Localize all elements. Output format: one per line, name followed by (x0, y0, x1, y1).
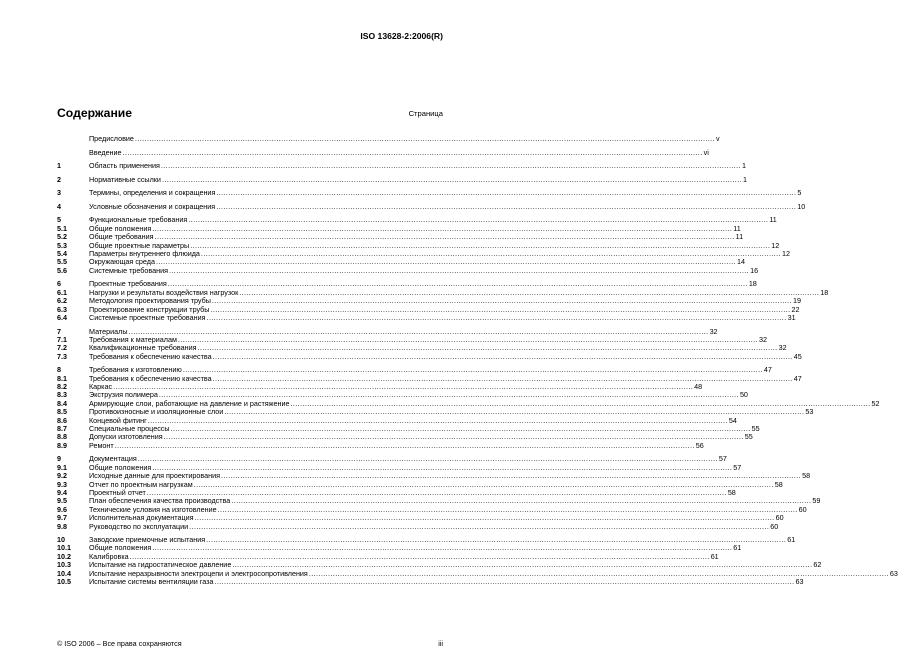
document-id: ISO 13628-2:2006(R) (360, 31, 443, 41)
dot-leader (161, 162, 741, 170)
toc-entry-page: 55 (744, 432, 753, 442)
toc-entry-number: 9.3 (57, 479, 67, 489)
toc-entry-number: 5.6 (57, 265, 67, 275)
toc-entry-title: Каркас (89, 382, 113, 392)
toc-entry-number: 6 (57, 279, 61, 289)
toc-entry-page: 14 (737, 257, 746, 267)
toc-entry-title: Общие проектные параметры (89, 240, 190, 250)
toc-entry[interactable] (57, 351, 802, 361)
toc-entry-title: Проектные требования (89, 279, 167, 289)
toc-entry-number: 8.3 (57, 390, 67, 400)
toc-entry-page: 1 (743, 174, 747, 184)
toc-entry-page: 22 (791, 304, 800, 314)
toc-entry-number: 9 (57, 454, 61, 464)
table-of-contents (57, 134, 898, 587)
toc-entry[interactable] (57, 147, 709, 157)
toc-entry[interactable] (57, 134, 720, 143)
toc-entry-page: 60 (770, 521, 779, 531)
toc-entry-number: 1 (57, 161, 61, 171)
toc-entry-page: 50 (739, 390, 748, 400)
toc-entry-title: Испытание неразрывности электроцепи и электросопротивления (89, 568, 308, 578)
toc-entry-number: 4 (57, 201, 61, 211)
toc-entry[interactable] (57, 521, 779, 531)
dot-leader (115, 442, 695, 450)
toc-entry-title: Общие требования (89, 232, 154, 242)
dot-leader (135, 135, 715, 143)
dot-leader (169, 267, 749, 275)
toc-entry-page: 32 (758, 334, 767, 344)
toc-entry-page: 47 (793, 373, 802, 383)
toc-entry-number: 10.4 (57, 568, 71, 578)
toc-entry-title: Исполнительная документация (89, 513, 194, 523)
toc-entry-page: 32 (709, 326, 718, 336)
toc-entry-number: 3 (57, 188, 61, 198)
toc-entry-title: Ремонт (89, 440, 114, 450)
toc-entry-number: 8.6 (57, 415, 67, 425)
toc-entry-title: Общие положения (89, 223, 152, 233)
toc-entry-title: Нагрузки и результаты воздействия нагрузок (89, 287, 239, 297)
toc-entry-page: 47 (763, 365, 772, 375)
toc-entry-title: Условные обозначения и сокращения (89, 201, 216, 211)
toc-entry-page: 57 (718, 454, 727, 464)
toc-entry-number: 6.4 (57, 312, 67, 322)
toc-entry-title: Требования к обеспечению качества (89, 373, 212, 383)
toc-entry-number: 5 (57, 215, 61, 225)
toc-entry[interactable] (57, 577, 804, 587)
toc-entry-page: 59 (812, 496, 821, 506)
toc-entry-page: 63 (795, 577, 804, 587)
toc-entry[interactable] (57, 161, 746, 171)
toc-entry[interactable] (57, 174, 747, 184)
toc-entry-title: Область применения (89, 161, 160, 171)
toc-entry-title: Калибровка (89, 551, 129, 561)
toc-entry-title: План обеспечения качества производства (89, 496, 231, 506)
toc-entry-page: 12 (771, 240, 780, 250)
toc-entry-title: Экструзия полимера (89, 390, 158, 400)
toc-entry-number: 9.6 (57, 504, 67, 514)
toc-entry-number: 7 (57, 326, 61, 336)
toc-entry-title: Параметры внутреннего флюида (89, 249, 200, 259)
toc-entry-title: Окружающая среда (89, 257, 155, 267)
toc-entry-page: 11 (733, 223, 741, 233)
toc-entry-page: 10 (797, 201, 806, 211)
toc-entry-page: 18 (820, 287, 829, 297)
toc-entry-title: Специальные процессы (89, 424, 170, 434)
toc-entry-number: 5.5 (57, 257, 67, 267)
toc-entry[interactable] (57, 312, 796, 322)
toc-entry-title: Документация (89, 454, 137, 464)
toc-entry-page: 11 (735, 232, 744, 242)
toc-entry-number: 8.8 (57, 432, 67, 442)
copyright-notice: © ISO 2006 – Все права сохраняются (57, 639, 182, 648)
toc-entry-page: 58 (727, 487, 736, 497)
toc-entry-number: 8.9 (57, 440, 67, 450)
toc-entry-page: 57 (733, 462, 742, 472)
dot-leader (189, 523, 769, 531)
toc-entry-number: 7.2 (57, 343, 67, 353)
dot-leader (207, 314, 787, 322)
toc-entry-number: 5.1 (57, 223, 67, 233)
toc-entry-title: Материалы (89, 326, 128, 336)
toc-entry-number: 9.8 (57, 521, 67, 531)
toc-entry-title: Общие положения (89, 462, 152, 472)
toc-entry-title: Требования к материалам (89, 334, 177, 344)
toc-entry-number: 9.1 (57, 462, 67, 472)
toc-entry-title: Методология проектирования трубы (89, 296, 211, 306)
toc-entry-title: Заводские приемочные испытания (89, 535, 206, 545)
toc-entry-title: Функциональные требования (89, 215, 188, 225)
toc-entry-title: Требования к изготовлению (89, 365, 182, 375)
toc-entry-title: Термины, определения и сокращения (89, 188, 216, 198)
toc-entry-page: v (715, 134, 720, 143)
toc-entry-page: 61 (787, 535, 796, 545)
toc-entry-title: Технические условия на изготовление (89, 504, 217, 514)
toc-entry-page: 58 (802, 471, 811, 481)
toc-entry-title: Противоизносные и изоляционные слои (89, 407, 224, 417)
toc-entry-title: Требования к обеспечению качества (89, 351, 212, 361)
toc-entry-page: 16 (750, 265, 759, 275)
toc-entry-title: Общие положения (89, 543, 152, 553)
toc-entry-title: Допуски изготовления (89, 432, 163, 442)
page-title: Содержание (57, 106, 133, 120)
toc-entry-number: 8.7 (57, 424, 67, 434)
toc-entry-number: 2 (57, 174, 61, 184)
toc-entry-number: 6.1 (57, 287, 67, 297)
toc-entry-number: 9.5 (57, 496, 67, 506)
toc-entry-number: 9.7 (57, 513, 67, 523)
toc-entry-page: 11 (769, 215, 777, 225)
toc-entry-title: Испытание на гидростатическое давление (89, 560, 232, 570)
page-number: iii (438, 639, 443, 648)
toc-entry-number: 9.4 (57, 487, 67, 497)
toc-entry-page: 48 (694, 382, 703, 392)
toc-entry-number: 6.2 (57, 296, 67, 306)
page-column-label: Страница (408, 109, 443, 118)
toc-entry-title: Руководство по эксплуатации (89, 521, 189, 531)
toc-entry-number: 10.2 (57, 551, 71, 561)
toc-entry[interactable] (57, 440, 704, 450)
toc-entry-page: 32 (778, 343, 787, 353)
toc-entry-title: Системные проектные требования (89, 312, 206, 322)
toc-entry-page: 58 (774, 479, 783, 489)
toc-entry-page: 31 (787, 312, 796, 322)
toc-entry-number: 7.3 (57, 351, 67, 361)
toc-entry-page: 62 (813, 560, 822, 570)
toc-entry-page: 52 (871, 398, 880, 408)
toc-entry-page: 63 (889, 568, 898, 578)
toc-entry-number: 8.1 (57, 373, 67, 383)
toc-entry-number: 8 (57, 365, 61, 375)
toc-entry-page: 60 (798, 504, 807, 514)
toc-entry-number: 10.3 (57, 560, 71, 570)
toc-entry-title: Предисловие (89, 134, 134, 143)
dot-leader (123, 149, 703, 157)
toc-entry-number: 6.3 (57, 304, 67, 314)
toc-entry-number: 10.1 (57, 543, 71, 553)
toc-entry-number: 9.2 (57, 471, 67, 481)
toc-entry-page: 12 (781, 249, 790, 259)
toc-entry-number: 8.2 (57, 382, 67, 392)
toc-entry[interactable] (57, 201, 806, 211)
dot-leader (213, 353, 793, 361)
dot-leader (216, 189, 796, 197)
toc-entry-page: 5 (797, 188, 802, 198)
dot-leader (162, 176, 742, 184)
toc-entry-title: Испытание системы вентиляции газа (89, 577, 214, 587)
toc-entry-number: 8.4 (57, 398, 67, 408)
toc-entry-page: 61 (710, 551, 719, 561)
toc-entry-page: 45 (793, 351, 802, 361)
toc-entry-number: 10 (57, 535, 65, 545)
toc-entry-title: Нормативные ссылки (89, 174, 161, 184)
toc-entry-page: 18 (748, 279, 757, 289)
toc-entry-title: Квалификационные требования (89, 343, 197, 353)
dot-leader (214, 578, 794, 586)
toc-entry-number: 5.3 (57, 240, 67, 250)
toc-entry-title: Концевой фитинг (89, 415, 147, 425)
toc-entry-page: vi (703, 147, 709, 157)
toc-entry-number: 5.2 (57, 232, 67, 242)
toc-entry-title: Проектирование конструкции трубы (89, 304, 210, 314)
toc-entry-page: 61 (733, 543, 742, 553)
toc-entry-number: 8.5 (57, 407, 67, 417)
toc-entry[interactable] (57, 265, 759, 275)
toc-entry-title: Армирующие слои, работающие на давление и растяжение (89, 398, 290, 408)
toc-entry-page: 54 (728, 415, 737, 425)
toc-entry-number: 7.1 (57, 334, 67, 344)
dot-leader (216, 203, 796, 211)
toc-entry-title: Исходные данные для проектирования (89, 471, 221, 481)
toc-entry-title: Отчет по проектным нагрузкам (89, 479, 193, 489)
toc-entry-page: 56 (695, 440, 704, 450)
toc-entry-page: 60 (775, 513, 784, 523)
toc-entry-title: Системные требования (89, 265, 169, 275)
toc-entry[interactable] (57, 188, 802, 198)
toc-entry-title: Проектный отчет (89, 487, 146, 497)
toc-entry-page: 1 (741, 161, 746, 171)
toc-entry-number: 5.4 (57, 249, 67, 259)
toc-entry-page: 53 (805, 407, 814, 417)
footer (57, 639, 443, 653)
toc-entry-number: 10.5 (57, 577, 71, 587)
toc-entry-page: 55 (751, 424, 760, 434)
toc-entry-title: Введение (89, 147, 122, 157)
toc-entry-page: 19 (792, 296, 801, 306)
